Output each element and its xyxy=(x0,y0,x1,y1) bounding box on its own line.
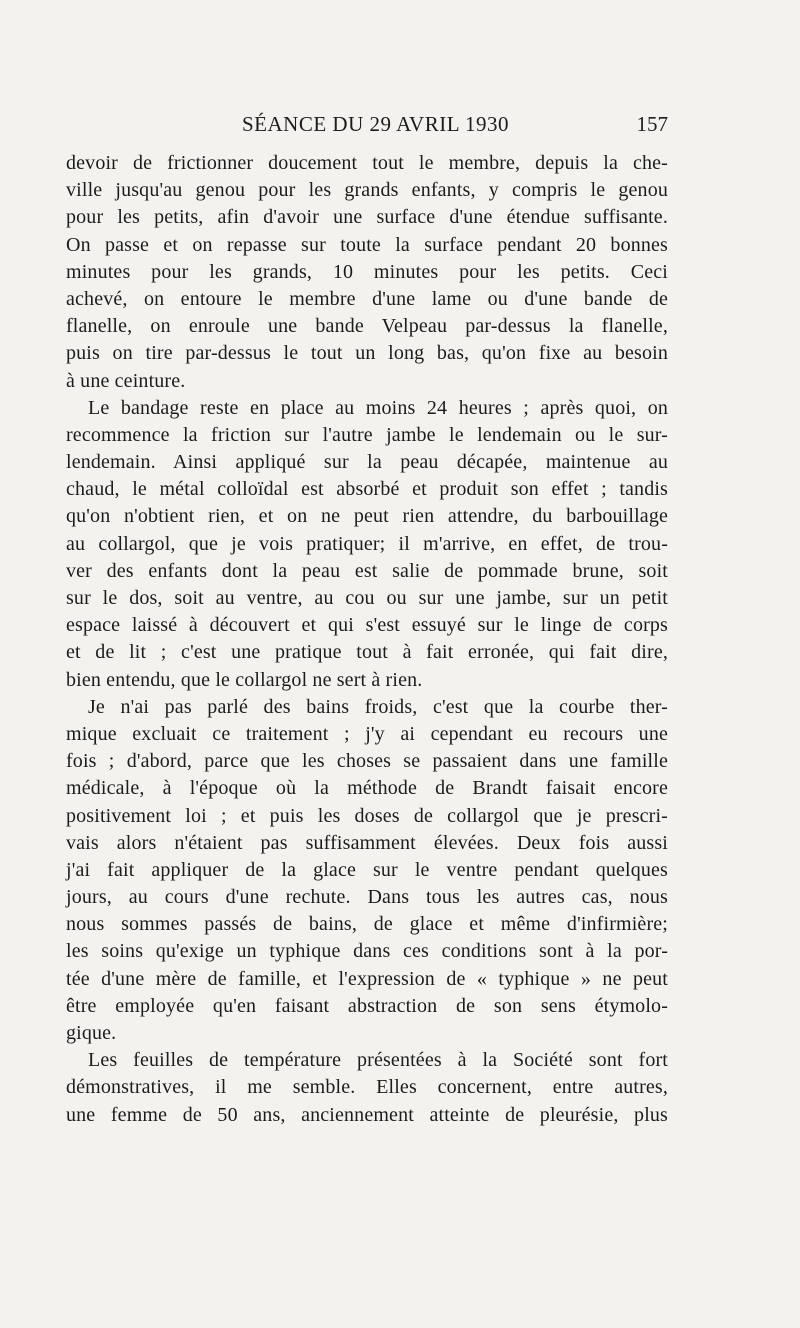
text-line: une femme de 50 ans, anciennement atteinte de pleurésie, plus xyxy=(66,1103,668,1126)
text-line: positivement loi ; et puis les doses de collargol que je prescri- xyxy=(66,804,668,827)
paragraph-start-line: Je n'ai pas parlé des bains froids, c'est que la courbe ther- xyxy=(88,695,668,718)
text-line: On passe et on repasse sur toute la surface pendant 20 bonnes xyxy=(66,233,668,256)
text-line: bien entendu, que le collargol ne sert à rien. xyxy=(66,668,423,691)
running-head: SÉANCE DU 29 AVRIL 1930 xyxy=(242,112,510,136)
text-line: flanelle, on enroule une bande Velpeau par-dessus la flanelle, xyxy=(66,315,668,338)
text-line: ver des enfants dont la peau est salie de pommade brune, soit xyxy=(66,559,668,582)
text-line: pour les petits, afin d'avoir une surface d'une étendue suffisante. xyxy=(66,206,668,229)
text-line: et de lit ; c'est une pratique tout à fait erronée, qui fait dire, xyxy=(66,641,668,664)
text-line: mique excluait ce traitement ; j'y ai cependant eu recours une xyxy=(66,722,668,745)
text-line: sur le dos, soit au ventre, au cou ou sur une jambe, sur un petit xyxy=(66,587,668,609)
page-header xyxy=(66,112,668,144)
text-line: qu'on n'obtient rien, et on ne peut rien attendre, du barbouillage xyxy=(66,505,668,528)
text-line: au collargol, que je vois pratiquer; il m'arrive, en effet, de trou- xyxy=(66,532,668,555)
paragraph-start-line: Les feuilles de température présentées à la Société sont fort xyxy=(88,1049,668,1072)
text-line: jours, au cours d'une rechute. Dans tous les autres cas, nous xyxy=(66,886,668,909)
text-line: être employée qu'en faisant abstraction de son sens étymolo- xyxy=(66,994,668,1017)
text-line: achevé, on entoure le membre d'une lame ou d'une bande de xyxy=(66,287,668,310)
text-line: devoir de frictionner doucement tout le membre, depuis la che- xyxy=(66,152,668,174)
text-line: recommence la friction sur l'autre jambe le lendemain ou le sur- xyxy=(66,423,668,446)
text-line: vais alors n'étaient pas suffisamment élevées. Deux fois aussi xyxy=(66,831,668,854)
page-number: 157 xyxy=(636,112,668,136)
text-line: ville jusqu'au genou pour les grands enfants, y compris le genou xyxy=(66,179,668,202)
body-text xyxy=(66,150,668,1129)
text-line: puis on tire par-dessus le tout un long bas, qu'on fixe au besoin xyxy=(66,342,668,365)
text-line: gique. xyxy=(66,1022,117,1044)
text-line: espace laissé à découvert et qui s'est essuyé sur le linge de corps xyxy=(66,614,668,637)
text-line: à une ceinture. xyxy=(66,369,186,392)
text-line: nous sommes passés de bains, de glace et même d'infirmière; xyxy=(66,913,668,936)
paragraph-start-line: Le bandage reste en place au moins 24 heures ; après quoi, on xyxy=(88,396,668,419)
text-line: les soins qu'exige un typhique dans ces conditions sont à la por- xyxy=(66,940,668,963)
text-line: tée d'une mère de famille, et l'expression de « typhique » ne peut xyxy=(66,967,668,990)
text-line: démonstratives, il me semble. Elles concernent, entre autres, xyxy=(66,1076,668,1099)
text-line: médicale, à l'époque où la méthode de Brandt faisait encore xyxy=(66,777,668,800)
text-line: lendemain. Ainsi appliqué sur la peau décapée, maintenue au xyxy=(66,451,668,474)
text-line: fois ; d'abord, parce que les choses se passaient dans une famille xyxy=(66,750,668,773)
text-line: j'ai fait appliquer de la glace sur le ventre pendant quelques xyxy=(66,858,668,881)
text-line: chaud, le métal colloïdal est absorbé et produit son effet ; tandis xyxy=(66,478,668,501)
text-line: minutes pour les grands, 10 minutes pour les petits. Ceci xyxy=(66,260,668,283)
